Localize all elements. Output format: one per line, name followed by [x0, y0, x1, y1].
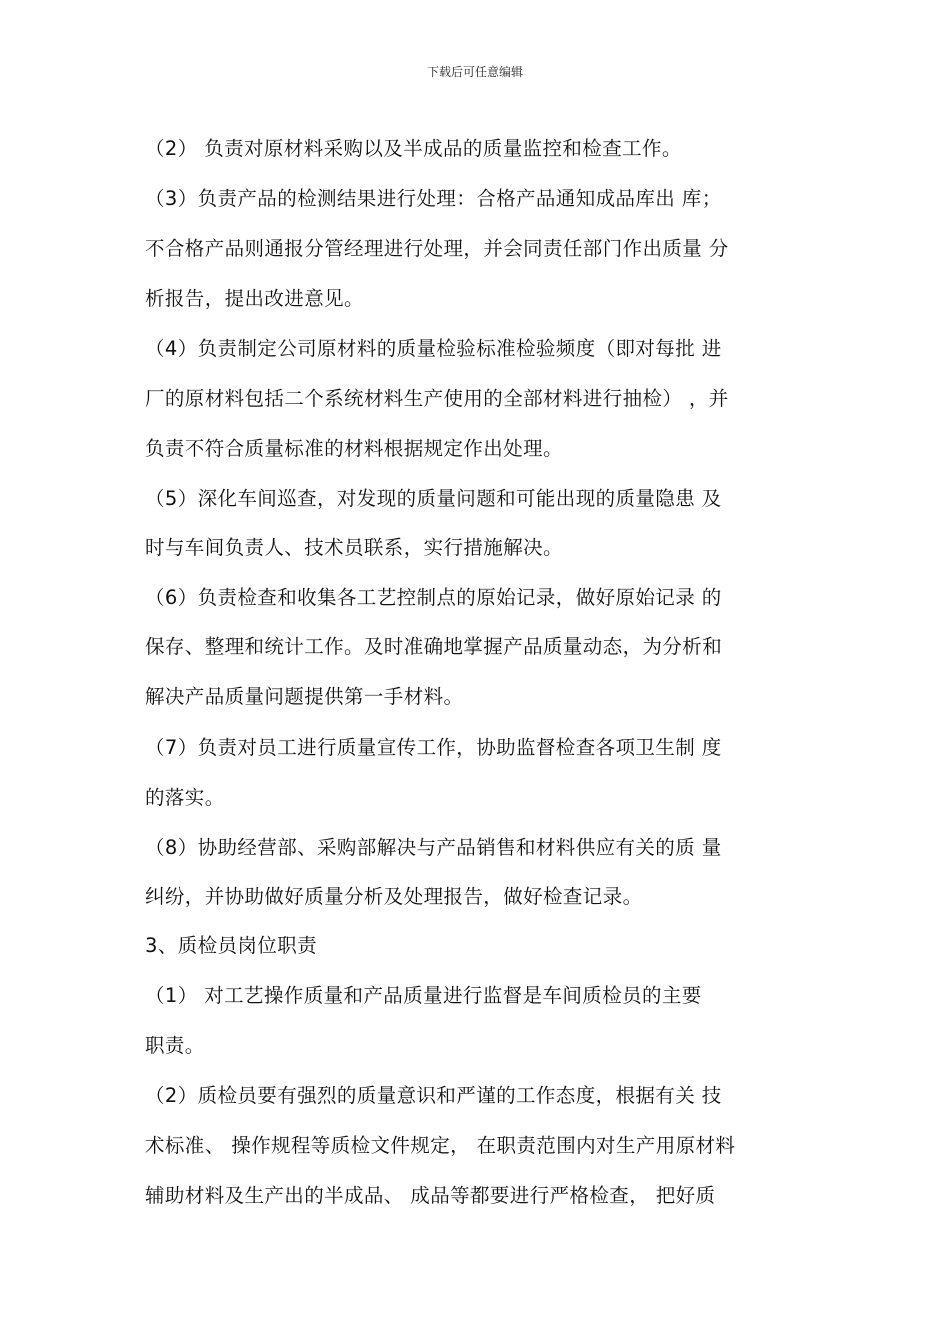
text-line: （7）负责对员工进行质量宣传工作，协助监督检查各项卫生制 度 [145, 736, 722, 759]
text-line: 术标准、 操作规程等质检文件规定， 在职责范围内对生产用原材料 [145, 1134, 736, 1157]
text-line: 不合格产品则通报分管经理进行处理，并会同责任部门作出质量 分 [145, 237, 729, 260]
text-line: （6）负责检查和收集各工艺控制点的原始记录，做好原始记录 的 [145, 586, 722, 609]
page-header-note: 下载后可任意编辑 [426, 65, 523, 79]
text-line: （1） 对工艺操作质量和产品质量进行监督是车间质检员的主要 [145, 984, 702, 1007]
text-line: 厂的原材料包括二个系统材料生产使用的全部材料进行抽检） ，并 [145, 387, 729, 410]
text-line: （2） 负责对原材料采购以及半成品的质量监控和检查工作。 [145, 137, 682, 160]
text-line: （8）协助经营部、采购部解决与产品销售和材料供应有关的质 量 [145, 836, 722, 859]
text-line: 的落实。 [145, 786, 225, 809]
text-line: （5）深化车间巡查，对发现的质量问题和可能出现的质量隐患 及 [145, 487, 722, 510]
text-line: （3）负责产品的检测结果进行处理：合格产品通知成品库出 库； [145, 187, 722, 210]
text-line: 解决产品质量问题提供第一手材料。 [145, 685, 464, 708]
text-line: 辅助材料及生产出的半成品、 成品等都要进行严格检查， 把好质 [145, 1184, 716, 1207]
text-line: 纠纷，并协助做好质量分析及处理报告，做好检查记录。 [145, 885, 643, 908]
text-line: 职责。 [145, 1034, 205, 1057]
text-line: 时与车间负责人、技术员联系，实行措施解决。 [145, 536, 563, 559]
text-line: （2）质检员要有强烈的质量意识和严谨的工作态度，根据有关 技 [145, 1084, 722, 1107]
section-heading: 3、质检员岗位职责 [145, 934, 318, 957]
text-line: 析报告，提出改进意见。 [145, 287, 364, 310]
text-line: 保存、整理和统计工作。及时准确地掌握产品质量动态，为分析和 [145, 635, 723, 658]
text-line: （4）负责制定公司原材料的质量检验标准检验频度（即对每批 进 [145, 337, 722, 360]
text-line: 负责不符合质量标准的材料根据规定作出处理。 [145, 437, 563, 460]
